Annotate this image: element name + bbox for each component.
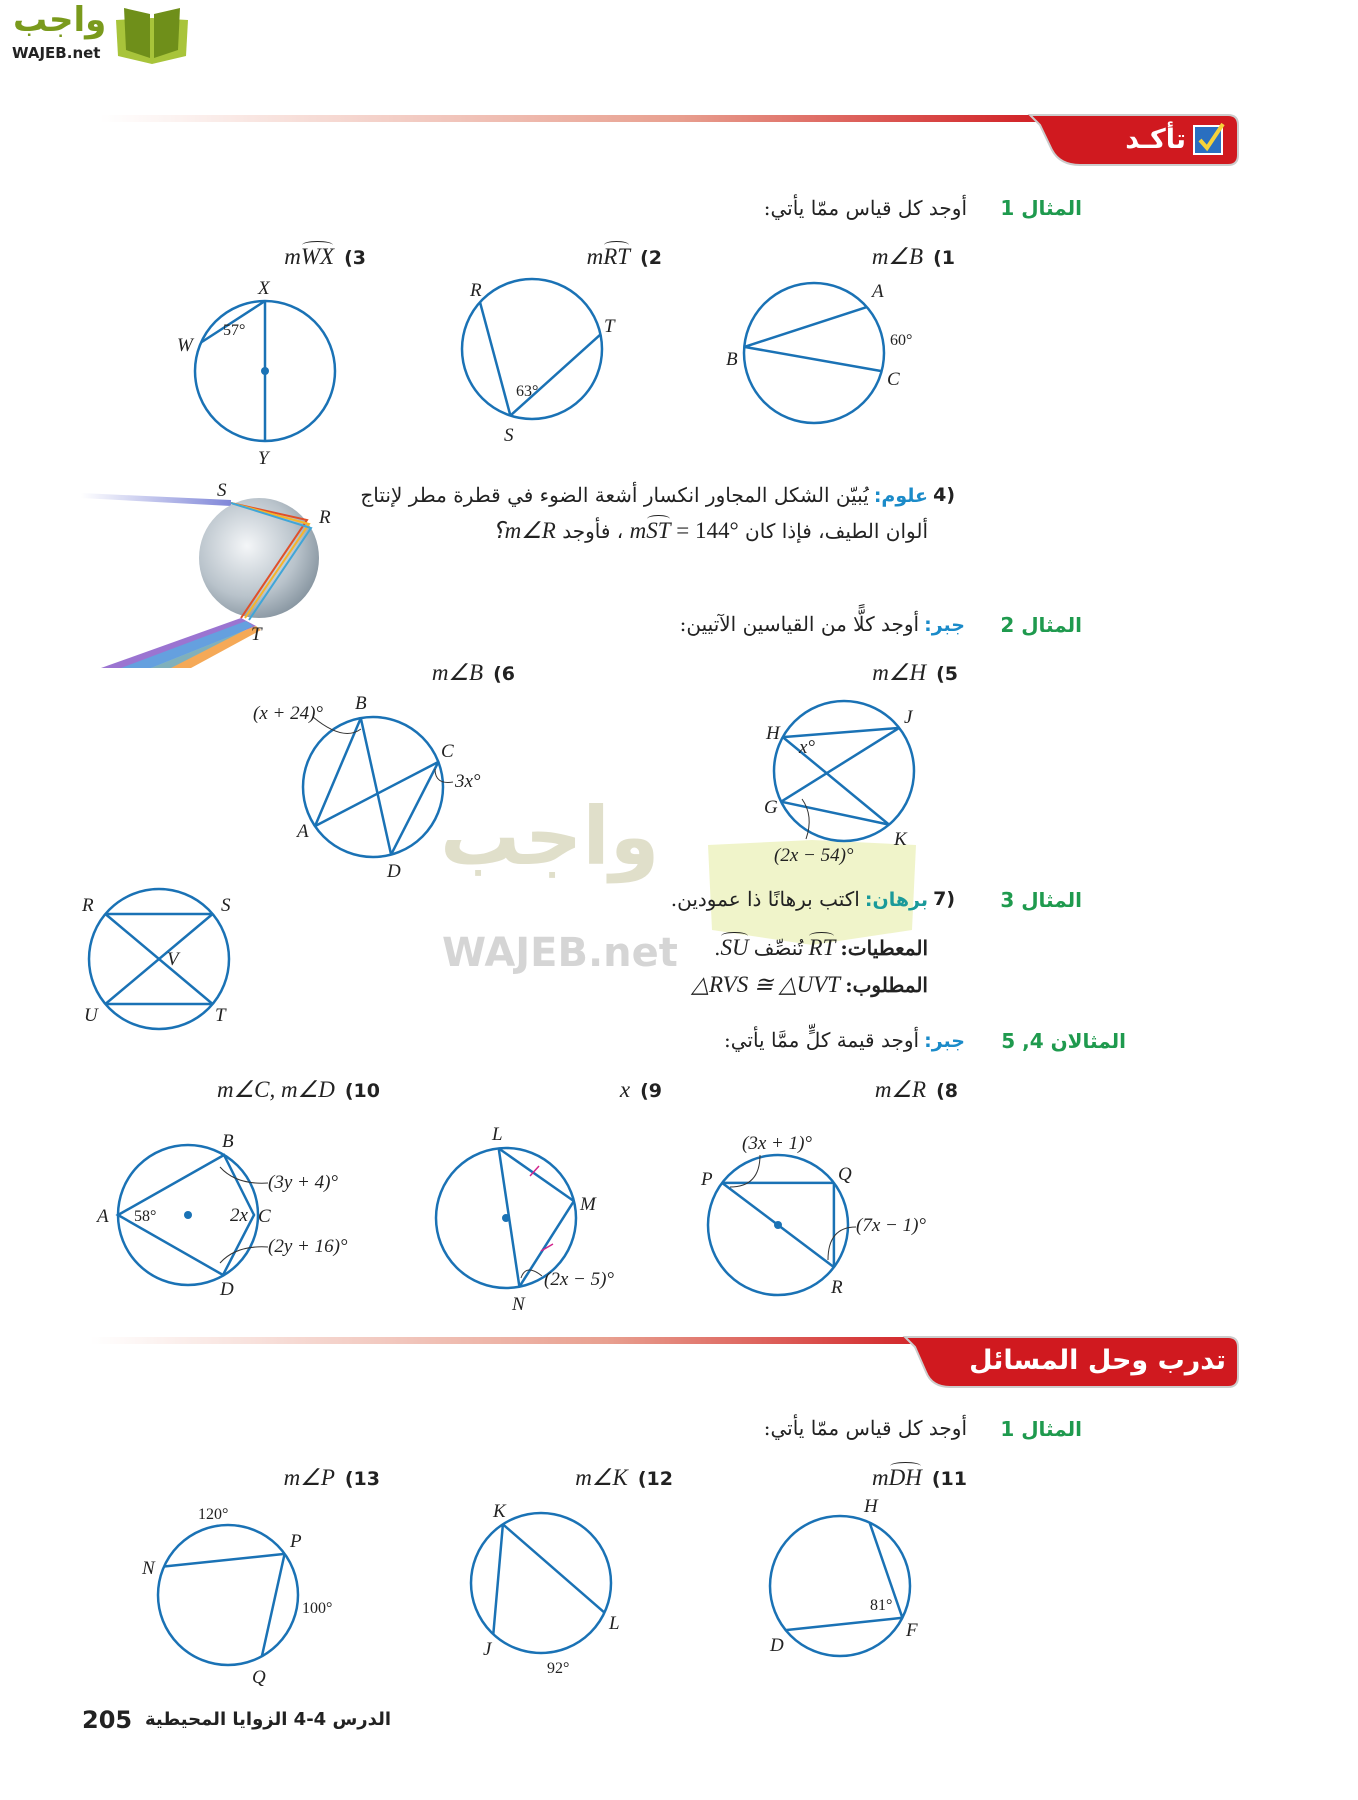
point-a: A [297,821,309,842]
lesson-title: الدرس 4-4 الزوايا المحيطية [145,1709,391,1730]
chord-rs [480,302,510,415]
diagram-problem-13 [128,1495,333,1695]
point-m: M [580,1194,596,1215]
angle-s-measure: 63° [516,383,539,400]
diagram-problem-6 [253,687,481,887]
problem-7-prove: المطلوب: △RVS ≅ △UVT [691,972,928,997]
arc-jl-measure: 92° [547,1660,570,1677]
section-banner-check [100,110,1245,172]
point-n: N [142,1558,155,1579]
problem-4-line-2: ألوان الطيف، فإذا كان mST = 144° ، فأوجد m∠R؟ [492,518,928,543]
angle-a-measure: 58° [134,1208,157,1225]
point-g: G [764,797,778,818]
point-x: X [258,278,270,299]
point-j: J [904,707,913,728]
point-v: V [167,949,179,970]
example-1-label: المثال 1 [1000,196,1082,220]
point-w: W [177,335,193,356]
problem-7-number: 7) [933,888,955,910]
example-45-instruction: جبر: أوجد قيمة كلٍّ ممَّا يأتي: [723,1028,965,1052]
point-u: U [84,1005,98,1026]
chord-ba [744,307,867,347]
diagram-problem-11 [740,1486,940,1686]
point-n: N [512,1294,525,1315]
angle-c-measure: 2x [230,1205,248,1226]
point-b: B [355,693,367,714]
angle-d-measure: (2y + 16)° [268,1236,348,1257]
point-a: A [872,281,884,302]
watermark-latin: WAJEB.net [442,930,678,976]
point-s: S [217,480,227,501]
diagram-problem-12 [441,1483,641,1683]
point-b: B [222,1131,234,1152]
point-c: C [258,1206,271,1227]
example-1-instruction: أوجد كل قياس ممّا يأتي: [763,196,967,220]
point-k: K [493,1501,506,1522]
problem-8-label: m∠R (8 [874,1077,958,1102]
diagram-problem-5 [744,671,944,871]
problem-4-line-1: علوم: يُبيّن الشكل المجاور انكسار أشعة الضوء في قطرة مطر لإنتاج [360,483,928,507]
arc-wx-measure: 57° [223,322,246,339]
center-dot [261,367,269,375]
section-title-check: تأكـد [1125,124,1186,155]
problem-11-label: mDH (11 [872,1465,967,1490]
diagram-problem-3 [165,271,365,471]
angle-h-measure: x° [799,737,816,758]
angle-b-measure: (3y + 4)° [268,1172,339,1193]
point-l: L [492,1124,503,1145]
example-3-label: المثال 3 [1000,888,1082,912]
logo-latin: WAJEB.net [12,44,101,62]
circle [744,283,884,423]
angle-c-measure: 3x° [455,771,481,792]
center-dot [184,1211,192,1219]
book-icon [112,6,192,66]
point-r: R [831,1277,843,1298]
chord-bc [744,347,881,371]
practice-example-1-instruction: أوجد كل قياس ممّا يأتي: [763,1416,967,1440]
chord-ts [510,334,600,415]
page-number: 205 [82,1706,133,1734]
point-r: R [319,507,331,528]
angle-f-measure: 81° [870,1597,893,1614]
diagram-problem-8 [678,1125,927,1325]
point-q: Q [838,1164,852,1185]
problem-6-label: m∠B (6 [431,660,515,685]
point-b: B [726,349,738,370]
center-dot [502,1214,510,1222]
section-title-practice: تدرب وحل المسائل [969,1345,1226,1376]
raindrop-refraction-figure [81,478,331,673]
problem-9-label: x (9 [619,1077,662,1102]
problem-12-label: m∠K (12 [575,1465,673,1490]
problem-5-label: m∠H (5 [872,660,958,685]
point-k: K [894,829,907,850]
wajeb-logo[interactable] [9,0,191,68]
watermark-arabic: واجب [440,790,660,883]
angle-n-measure: (2x − 5)° [544,1269,615,1290]
incoming-light-beam [81,493,231,506]
point-t: T [251,624,262,645]
angle-r-measure: (7x − 1)° [856,1215,927,1236]
point-j: J [483,1639,492,1660]
circle [303,717,443,857]
angle-b-measure: (x + 24)° [253,703,324,724]
angle-p-measure: (3x + 1)° [742,1133,813,1154]
diagram-problem-2 [432,249,632,449]
point-p: P [290,1531,302,1552]
diagram-problem-10 [88,1115,348,1315]
center-dot [774,1221,782,1229]
diagram-problem-9 [406,1118,615,1318]
example-2-label: المثال 2 [1000,613,1082,637]
arc-ac-measure: 60° [890,332,913,349]
problem-13-label: m∠P (13 [283,1465,380,1490]
diagram-problem-1 [714,253,914,453]
problem-10-label: m∠C, m∠D (10 [216,1077,380,1102]
point-d: D [220,1279,234,1300]
point-d: D [387,861,401,882]
point-c: C [441,741,454,762]
logo-arabic: واجب [13,0,107,40]
problem-4-number: 4) [933,484,955,506]
point-f: F [906,1620,918,1641]
circle [770,1516,910,1656]
point-l: L [609,1613,620,1634]
problem-3-label: mWX (3 [284,244,366,269]
arc-np-measure: 120° [198,1506,229,1523]
example-2-instruction: جبر: أوجد كلًّا من القياسين الآتيين: [679,612,965,636]
point-t: T [604,316,615,337]
point-t: T [215,1005,226,1026]
problem-7-given: المعطيات: RT تُنصِّف SU. [714,935,928,960]
diagram-problem-7 [59,859,259,1059]
problem-7-instruction: برهان: اكتب برهانًا ذا عمودين. [670,887,928,911]
point-q: Q [252,1667,266,1688]
point-s: S [504,425,514,446]
point-c: C [887,369,900,390]
point-s: S [221,895,231,916]
point-a: A [97,1206,109,1227]
point-h: H [864,1496,878,1517]
point-y: Y [258,448,269,469]
circle [158,1525,298,1665]
circle [471,1513,611,1653]
practice-example-1-label: المثال 1 [1000,1417,1082,1441]
arc-pq-measure: 100° [302,1600,333,1617]
point-p: P [701,1169,713,1190]
problem-1-label: m∠B (1 [871,244,955,269]
example-45-label: المثالان 4, 5 [1001,1029,1126,1053]
point-r: R [470,280,482,301]
point-d: D [770,1635,784,1656]
checkbox-icon [1192,122,1226,156]
circle [774,701,914,841]
problem-2-label: mRT (2 [586,244,662,269]
angle-g-measure: (2x − 54)° [774,845,854,866]
point-r: R [82,895,94,916]
point-h: H [766,723,780,744]
raindrop [199,498,319,618]
